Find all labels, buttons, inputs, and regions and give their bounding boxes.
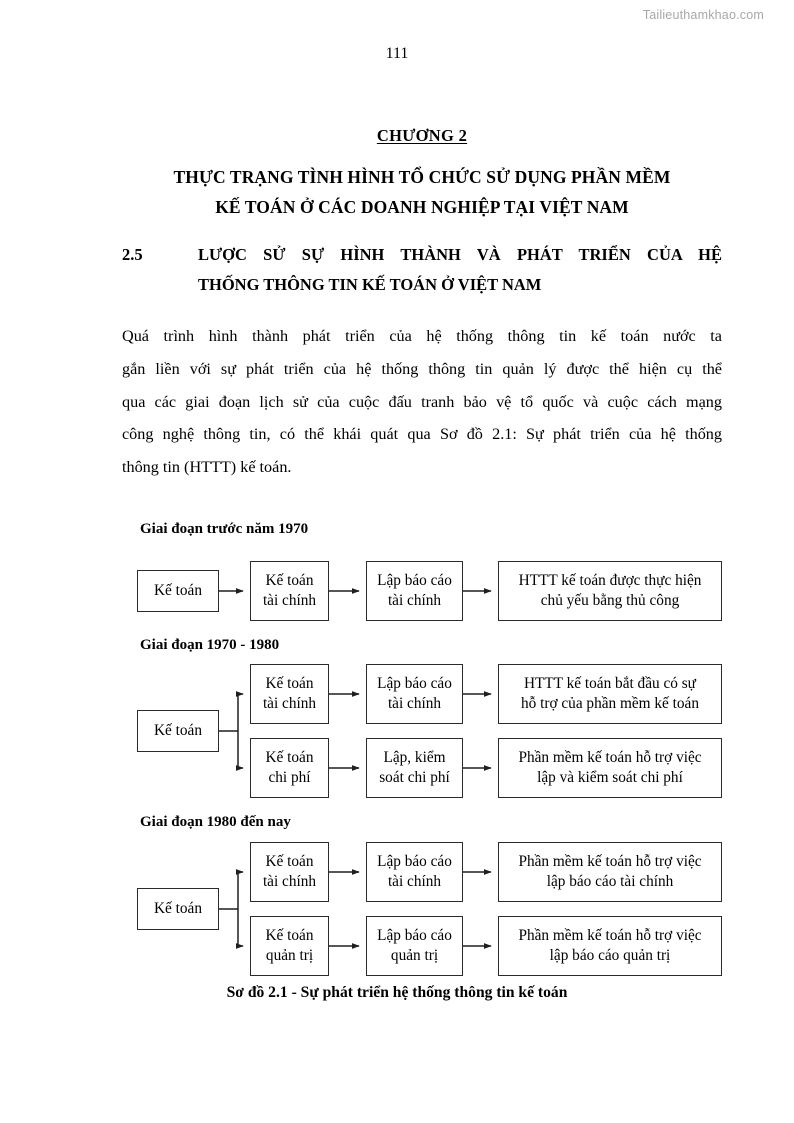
stage2-row2-step1-line2: chi phí <box>268 769 311 786</box>
stage1-step2-text <box>377 571 452 611</box>
stage3-source-box <box>137 888 219 930</box>
paragraph-line-3: qua các giai đoạn lịch sử của cuộc đấu tranh bảo vệ tổ quốc và cuộc cách mạng <box>122 392 722 411</box>
stage3-row2-step2-box <box>366 916 463 976</box>
stage1-step2-box <box>366 561 463 621</box>
stage1-step1-box <box>250 561 329 621</box>
stage2-row1-step2-text <box>377 674 452 714</box>
stage3-row2-step2-text <box>377 926 452 966</box>
stage2-row2-step1-line1: Kế toán <box>265 749 314 767</box>
stage2-row1-step1-box <box>250 664 329 724</box>
stage2-row1-step1-line2: tài chính <box>262 695 317 712</box>
stage-label-2: Giai đoạn 1970 - 1980 <box>140 637 280 653</box>
stage1-step3-line2: chủ yếu bằng thủ công <box>540 592 680 609</box>
stage2-row2-step1-box <box>250 738 329 798</box>
stage3-row1-step2-line1: Lập báo cáo <box>377 853 452 871</box>
stage3-row2-step2-line1: Lập báo cáo <box>377 927 452 945</box>
stage2-source-box <box>137 710 219 752</box>
stage2-row2-step3-box <box>498 738 722 798</box>
stage1-step1-line2: tài chính <box>262 592 317 609</box>
stage2-row2-step3-line2: lập và kiểm soát chi phí <box>537 769 683 786</box>
stage2-row2-step2-box <box>366 738 463 798</box>
stage2-row1-step2-line1: Lập báo cáo <box>377 675 452 693</box>
stage3-row2-step3-box <box>498 916 722 976</box>
stage1-step3-text <box>519 571 702 611</box>
stage3-row1-step1-text <box>263 852 316 892</box>
paragraph-line-2: gắn liền với sự phát triển của hệ thống thông tin quản lý được thể hiện cụ thể <box>122 359 722 378</box>
figure-caption: Sơ đồ 2.1 - Sự phát triển hệ thống thông tin kế toán <box>226 984 568 1001</box>
stage2-row2-step2-line2: soát chi phí <box>379 769 450 786</box>
stage3-row1-step1-line2: tài chính <box>262 873 317 890</box>
watermark-text: Tailieuthamkhao.com <box>642 8 764 22</box>
stage-label-3: Giai đoạn 1980 đến nay <box>140 814 291 830</box>
stage2-row1-step3-line1: HTTT kế toán bắt đầu có sự <box>524 675 696 693</box>
stage3-row2-step1-line1: Kế toán <box>265 927 314 945</box>
stage3-row1-step3-line2: lập báo cáo tài chính <box>546 873 674 890</box>
page-number: 111 <box>385 45 409 62</box>
stage2-row2-step2-line1: Lập, kiểm <box>383 749 446 767</box>
stage3-row1-step2-box <box>366 842 463 902</box>
stage3-row2-step1-box <box>250 916 329 976</box>
stage3-row1-step1-box <box>250 842 329 902</box>
stage1-step3-line1: HTTT kế toán được thực hiện <box>518 572 702 590</box>
paragraph-line-1: Quá trình hình thành phát triển của hệ thống thông tin kế toán nước ta <box>122 327 722 346</box>
section-title-line-1: LƯỢC SỬ SỰ HÌNH THÀNH VÀ PHÁT TRIỂN CỦA HỆ <box>198 245 722 265</box>
stage1-step2-line1: Lập báo cáo <box>377 572 452 590</box>
stage3-row2-step1-text <box>266 926 314 966</box>
stage3-row2-step1-line2: quản trị <box>265 947 314 964</box>
chapter-title-line-2: KẾ TOÁN Ở CÁC DOANH NGHIỆP TẠI VIỆT NAM <box>215 197 629 218</box>
stage3-source-label: Kế toán <box>154 900 202 918</box>
stage1-step1-text <box>263 571 316 611</box>
stage3-row1-step3-line1: Phần mềm kế toán hỗ trợ việc <box>518 853 702 871</box>
section-title-line-2: THỐNG THÔNG TIN KẾ TOÁN Ở VIỆT NAM <box>198 275 542 295</box>
stage1-step1-line1: Kế toán <box>265 572 314 590</box>
stage2-row2-step2-text <box>379 748 450 788</box>
stage2-source-label: Kế toán <box>154 722 202 740</box>
stage2-row1-step3-box <box>498 664 722 724</box>
paragraph-line-4: công nghệ thông tin, có thể khái quát qua Sơ đồ 2.1: Sự phát triển của hệ thống <box>122 425 722 444</box>
stage1-step3-box <box>498 561 722 621</box>
stage3-row2-step3-line2: lập báo cáo quản trị <box>549 947 671 964</box>
stage2-row1-step1-text <box>263 674 316 714</box>
stage1-step2-line2: tài chính <box>387 592 442 609</box>
stage2-row2-step1-text <box>266 748 314 788</box>
stage2-row1-step2-box <box>366 664 463 724</box>
stage1-source-box <box>137 570 219 612</box>
stage2-row2-step3-line1: Phần mềm kế toán hỗ trợ việc <box>518 749 702 767</box>
stage-label-1: Giai đoạn trước năm 1970 <box>140 521 309 537</box>
stage2-row2-step3-text <box>518 748 701 788</box>
stage2-row1-step2-line2: tài chính <box>387 695 442 712</box>
paragraph-line-5: thông tin (HTTT) kế toán. <box>122 458 292 477</box>
stage2-row1-step3-text <box>521 674 699 714</box>
stage3-row2-step3-text <box>518 926 701 966</box>
stage1-source-label: Kế toán <box>154 582 202 600</box>
stage2-row1-step3-line2: hỗ trợ của phần mềm kế toán <box>521 695 699 712</box>
stage3-row1-step1-line1: Kế toán <box>265 853 314 871</box>
stage3-row2-step3-line1: Phần mềm kế toán hỗ trợ việc <box>518 927 702 945</box>
stage3-row1-step2-line2: tài chính <box>387 873 442 890</box>
stage3-row1-step3-text <box>518 852 701 892</box>
section-number: 2.5 <box>122 245 143 265</box>
chapter-label-text: CHƯƠNG 2 <box>376 126 468 145</box>
stage3-row1-step3-box <box>498 842 722 902</box>
stage3-row2-step2-line2: quản trị <box>390 947 439 964</box>
chapter-title-line-1: THỰC TRẠNG TÌNH HÌNH TỔ CHỨC SỬ DỤNG PHẦN MỀM <box>173 167 671 187</box>
stage3-row1-step2-text <box>377 852 452 892</box>
stage2-row1-step1-line1: Kế toán <box>265 675 314 693</box>
